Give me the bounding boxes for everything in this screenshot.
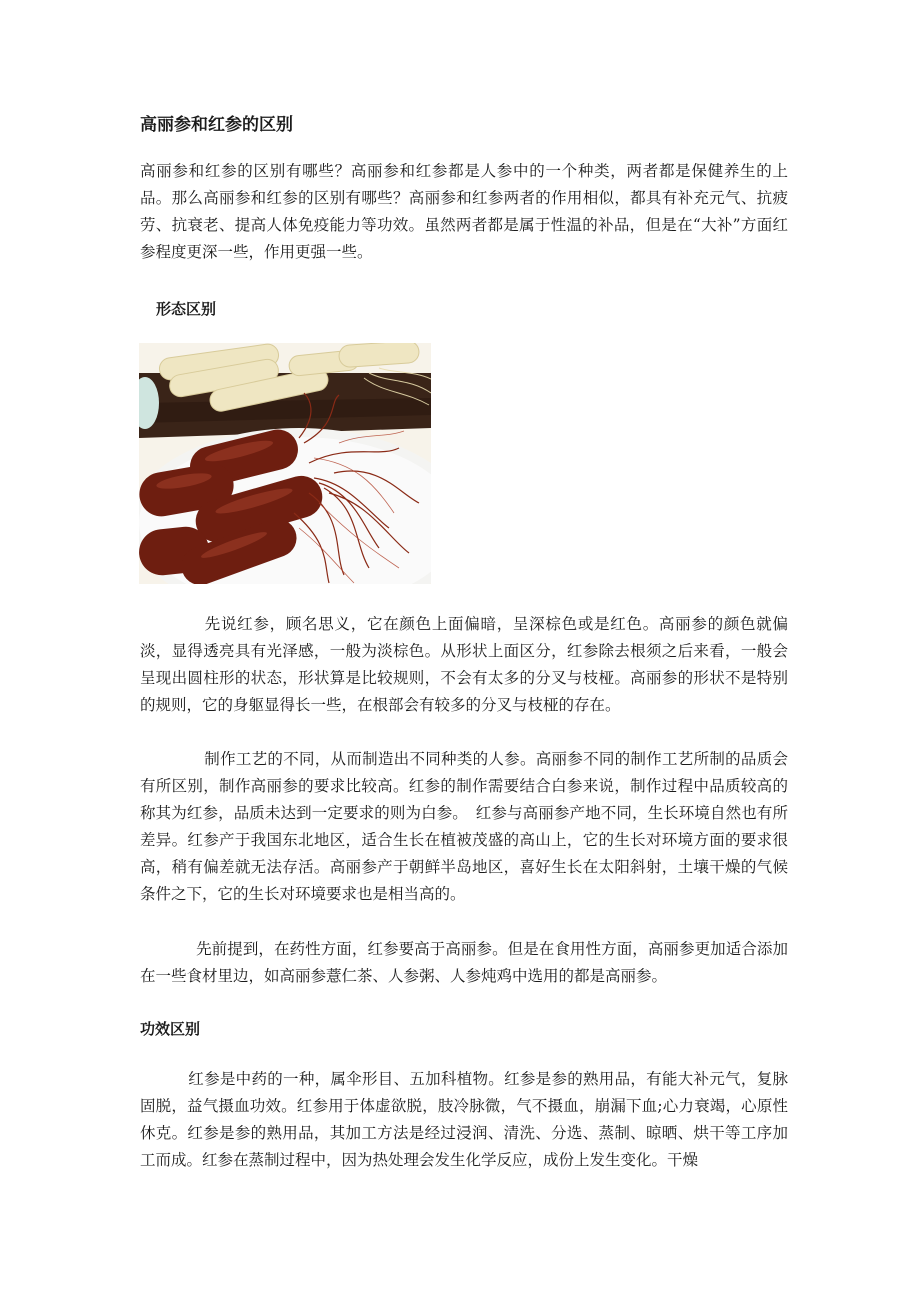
color-paragraph (140, 611, 788, 719)
food-paragraph (140, 936, 788, 990)
process-paragraph (140, 746, 788, 908)
effect-paragraph-text: 红参是中药的一种，属伞形目、五加科植物。红参是参的熟用品，有能大补元气，复脉固脱，益气摄血功效。红参用于体虚欲脱，肢冷脉微，气不摄血，崩漏下血;心力衰竭，心原性休克。红参是参的熟用品，其加工方法是经过浸润、清洗、分选、蒸制、晾晒、烘干等工序加工而成。红参在蒸制过程中，因为热处理会发生化学反应，成份上发生变化。干燥 (140, 1070, 788, 1169)
intro-paragraph: 高丽参和红参的区别有哪些？高丽参和红参都是人参中的一个种类，两者都是保健养生的上品。那么高丽参和红参的区别有哪些？高丽参和红参两者的作用相似，都具有补充元气、抗疲劳、抗衰老、提高人体免疫能力等功效。虽然两者都是属于性温的补品，但是在“大补”方面红参程度更深一些，作用更强一些。 (140, 162, 788, 261)
food-paragraph-text: 先前提到，在药性方面，红参要高于高丽参。但是在食用性方面，高丽参更加适合添加在一些食材里边，如高丽参薏仁茶、人参粥、人参炖鸡中选用的都是高丽参。 (140, 940, 788, 985)
color-paragraph-text: 先说红参，顾名思义，它在颜色上面偏暗，呈深棕色或是红色。高丽参的颜色就偏淡，显得透亮具有光泽感，一般为淡棕色。从形状上面区分，红参除去根须之后来看，一般会呈现出圆柱形的状态，形状算是比较规则，不会有太多的分叉与枝桠。高丽参的形状不是特别的规则，它的身躯显得长一些，在根部会有较多的分叉与枝桠的存在。 (140, 615, 788, 714)
section-heading-efficacy: 功效区别 (140, 1020, 201, 1038)
article-title: 高丽参和红参的区别 (140, 115, 293, 135)
section-heading-morphology: 形态区别 (156, 300, 217, 318)
effect-paragraph (140, 1066, 788, 1174)
process-paragraph-text: 制作工艺的不同，从而制造出不同种类的人参。高丽参不同的制作工艺所制的品质会有所区别，制作高丽参的要求比较高。红参的制作需要结合白参来说，制作过程中品质较高的称其为红参，品质未达到一定要求的则为白参。 红参与高丽参产地不同，生长环境自然也有所差异。红参产于我国东北地区，适合生长在植被茂盛的高山上，它的生长对环境方面的要求很高，稍有偏差就无法存活。高丽参产于朝鲜半岛地区，喜好生长在太阳斜射，土壤干燥的气候条件之下，它的生长对环境要求也是相当高的。 (140, 750, 788, 903)
ginseng-photo (139, 343, 431, 584)
